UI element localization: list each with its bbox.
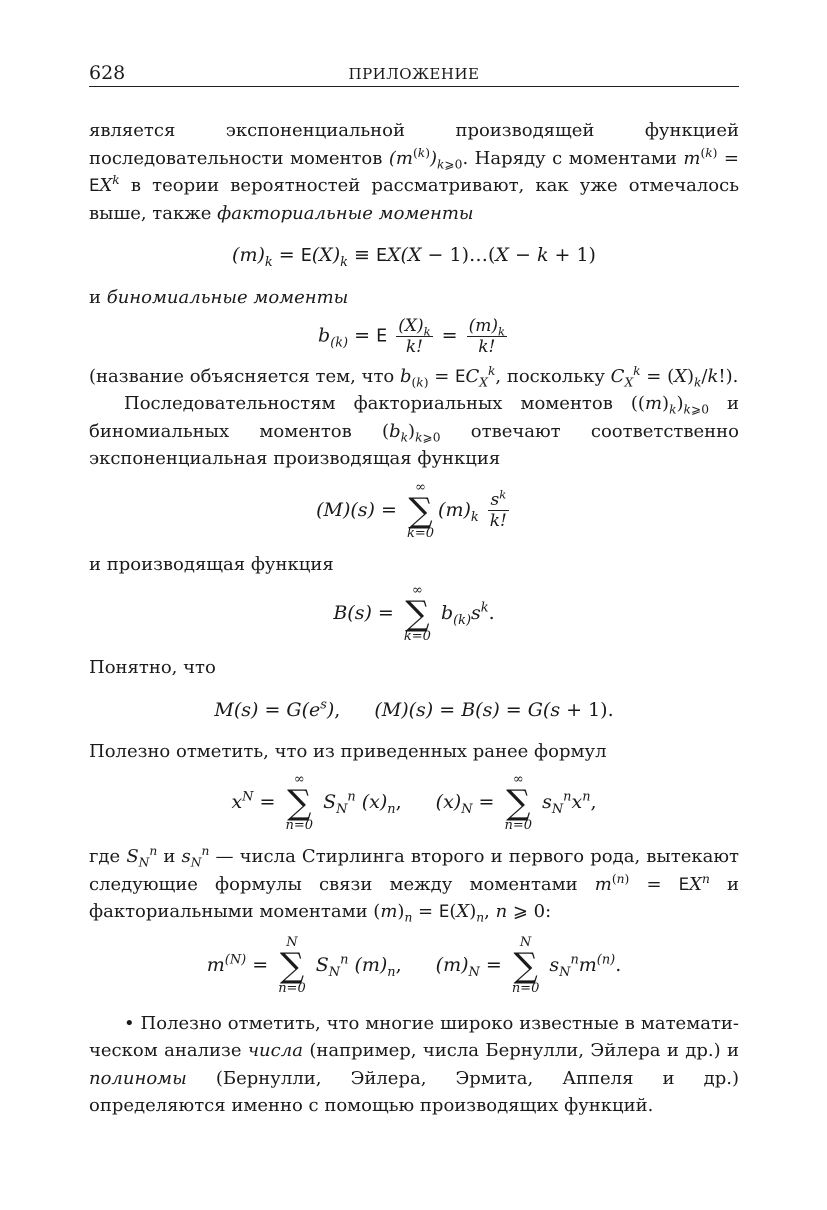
inline-math: $m^{(n)} = EX^n$ [594,871,710,895]
running-title: ПРИЛОЖЕНИЕ [348,65,480,83]
emphasis: числа [247,1040,303,1061]
paragraph-binomial: и биномиальные моменты [89,287,349,308]
equation-factorial-moments: $(m)_k = E(X)_k \equiv EX(X$ − 1)…(X − k + 1) [232,244,596,270]
equation-relations: $M(s) = G(e^s)$, (M)(s) = B(s) = G(s + 1). [214,697,614,721]
inline-math: $b_{(k)} = EC_X^k$ [399,363,496,390]
equation-stirling: $x^N$ = ∞ ∑ n=0 $S_N^n$ $(x)_n$, $(x)_N$ = ∞ ∑ n=0 $s_N^nx^n$, [231,772,597,833]
equation-generating-function: B(s) = ∞ ∑ k=0 $b_{(k)}s^k$. [333,583,495,644]
inline-math: $((m)_k)_{k⩾0}$ [630,393,709,417]
emphasis: полиномы [89,1067,187,1089]
inline-math: $s_N^n$ [181,844,210,870]
paragraph-1: является экспоненциальной производящей функцией последовательности моментов $(m^{(k)})_{k⩾0}$. Наряду с моментами $m^{(k)} = EX^k$ в теории вероятностей рассматривают, как уже отмечалось выше, также факториальные моменты [89,120,739,224]
paragraph-5: Полезно отметить, что из приведенных ранее формул [89,740,607,762]
equation-binomial-moments: $b_{(k)} = E$ $\frac{(X)_k}{k!}$ = $\frac{(m)_k}{k!}$ [318,315,505,357]
inline-math: $(m)_n = E(X)_n$, n ⩾ 0: [373,901,552,925]
equation-exp-generating-function: (M)(s) = ∞ ∑ k=0 $(m)_k$ $\frac{s^k}{k!}$ [316,479,507,541]
inline-math: $(b_k)_{k⩾0}$ [382,420,441,445]
emphasis: биномиальные моменты [106,287,349,308]
emphasis: факториальные моменты [217,202,474,224]
paragraph-7: • Полезно отметить, что многие широко известные в математическом анализе числа (например, числа Бернулли, Эйлера и др.) и полиномы (Бернулли, Эйлера, Эрмита, Аппеля и др.) определяются именно с помощью производящих функций. [89,1012,739,1116]
inline-math: $S_N^n$ [126,844,158,870]
page-header [89,58,739,87]
book-page [89,58,739,1120]
page-number: 628 [89,62,126,84]
paragraph-6: где $S_N^n$ и $s_N^n$ — числа Стирлинга второго и первого рода, вытекают следующие формулы связи между моментами $m^{(n)} = EX^n$ и факториальными моментами $(m)_n = E(X)_n$, n ⩾ 0: [89,844,739,925]
inline-math: $C_X^k = (X)_k/k$! [610,363,726,390]
equation-moment-relations: $m^{(N)}$ = N ∑ n=0 $S_N^n$ $(m)_n$, $(m)_N$ = N ∑ n=0 $s_N^nm^{(n)}$. [206,934,622,996]
paragraph-generating: и производящая функция [89,553,334,575]
paragraph-3: Последовательностям факториальных моментов $((m)_k)_{k⩾0}$ и биномиальных моментов $(b_k)_{k⩾0}$ отвечают соответственно экспоненциальная производящая функция [89,393,740,469]
paragraph-2: (название объясняется тем, что $b_{(k)} = EC_X^k$, поскольку $C_X^k = (X)_k/k$!). [89,363,739,390]
inline-math: $m^{(k)} = EX^k$ [89,145,739,196]
inline-math: $(m^{(k)})_{k⩾0}$ [388,145,463,172]
paragraph-4: Понятно, что [89,657,216,678]
